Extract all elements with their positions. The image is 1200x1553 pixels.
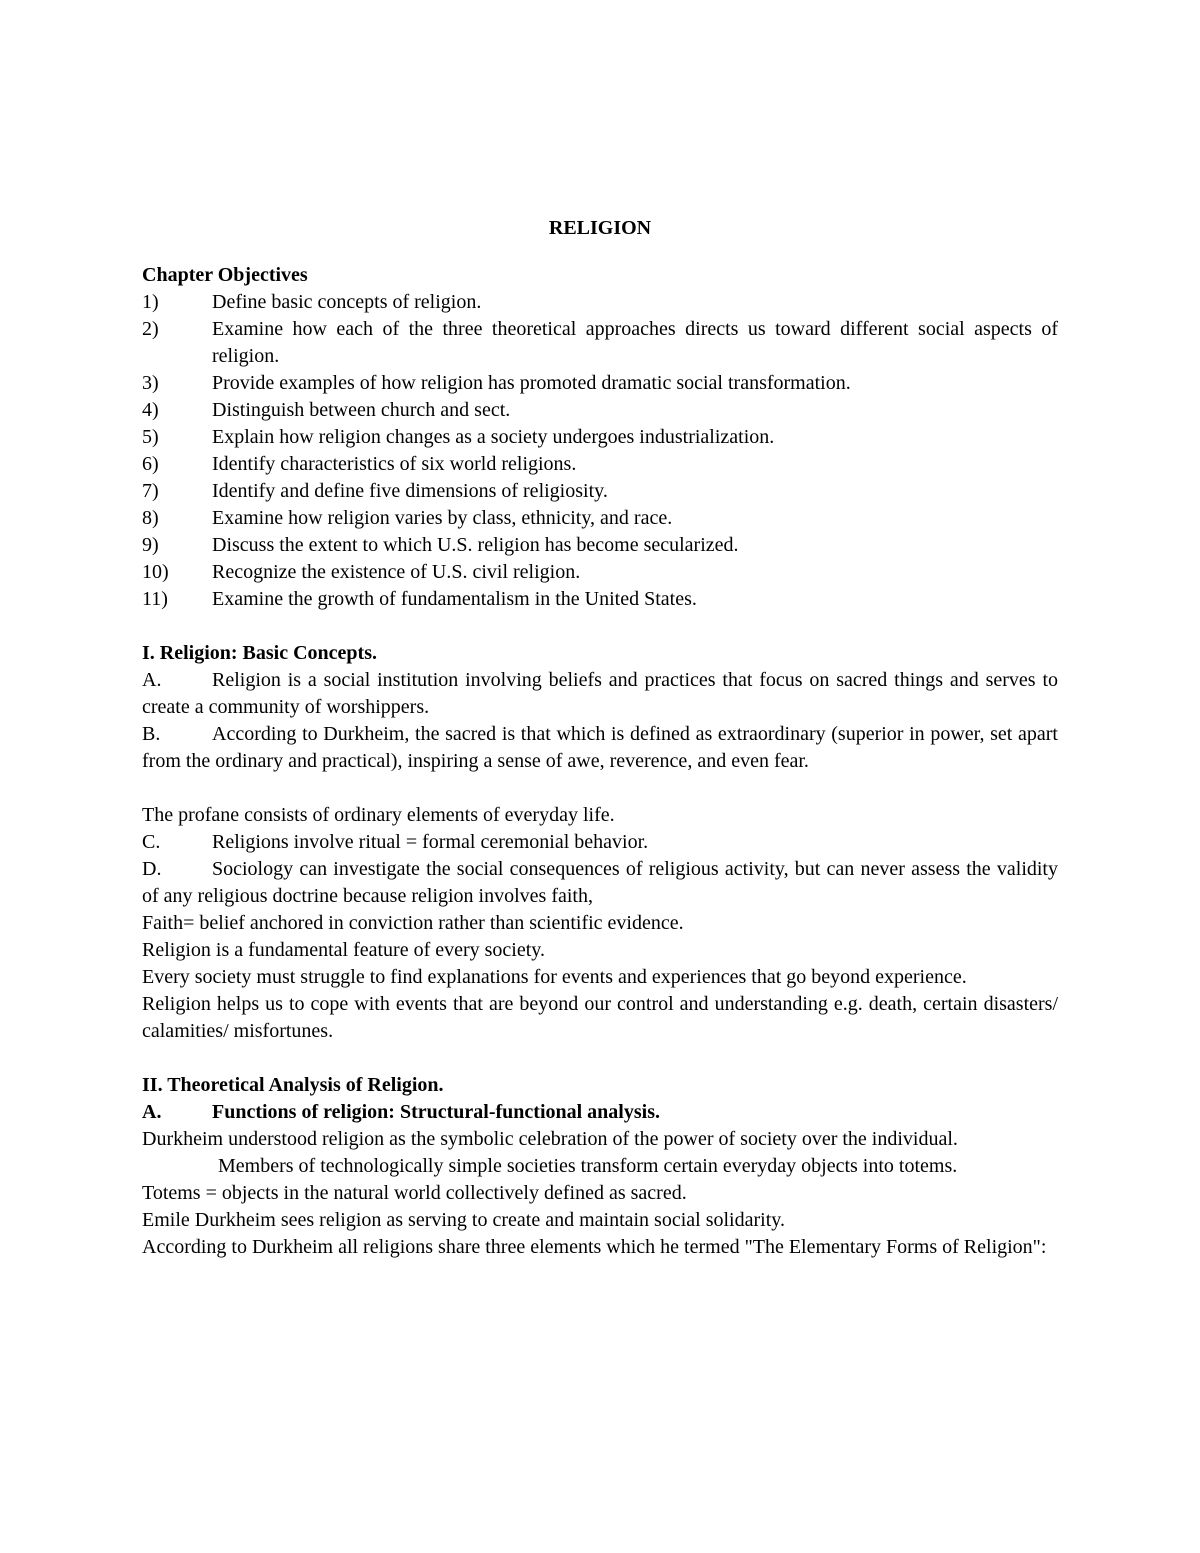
- spacer: [142, 1045, 1058, 1072]
- section-1-heading: I. Religion: Basic Concepts.: [142, 642, 377, 664]
- objective-text: Define basic concepts of religion.: [212, 291, 482, 313]
- objective-number: 11): [142, 588, 168, 610]
- item-letter: A.: [142, 669, 162, 691]
- objective-item: [142, 424, 1058, 451]
- objective-text: Examine how religion varies by class, ethnicity, and race.: [212, 507, 673, 529]
- objective-number: 7): [142, 480, 159, 502]
- objective-number: 8): [142, 507, 159, 529]
- objective-number: 10): [142, 561, 169, 583]
- objective-text: Identify and define five dimensions of religiosity.: [212, 480, 608, 502]
- objective-text: Explain how religion changes as a society undergoes industrialization.: [212, 426, 775, 448]
- objective-item: [142, 451, 1058, 478]
- faith-paragraph: Faith= belief anchored in conviction rather than scientific evidence.: [142, 912, 684, 934]
- objective-item: [142, 505, 1058, 532]
- item-text: Religions involve ritual = formal ceremonial behavior.: [212, 831, 649, 853]
- objective-number: 6): [142, 453, 159, 475]
- profane-paragraph: The profane consists of ordinary elements of everyday life.: [142, 804, 615, 826]
- objective-item: [142, 478, 1058, 505]
- item-text: Religion is a social institution involving beliefs and practices that focus on sacred things and serves to create a community of worshippers.: [142, 669, 1058, 718]
- members-paragraph: Members of technologically simple societies transform certain everyday objects into totems.: [218, 1155, 958, 1177]
- section-1-item-c: [142, 829, 1058, 856]
- objective-text: Provide examples of how religion has promoted dramatic social transformation.: [212, 372, 851, 394]
- objective-number: 4): [142, 399, 159, 421]
- objective-text: Recognize the existence of U.S. civil religion.: [212, 561, 581, 583]
- section-1-item-d: [142, 856, 1058, 910]
- objectives-heading: Chapter Objectives: [142, 264, 308, 286]
- item-letter: C.: [142, 831, 161, 853]
- item-letter: B.: [142, 723, 161, 745]
- emile-paragraph: Emile Durkheim sees religion as serving to create and maintain social solidarity.: [142, 1209, 785, 1231]
- according-paragraph: According to Durkheim all religions share three elements which he termed "The Elementary Forms of Religion":: [142, 1236, 1047, 1258]
- item-letter: D.: [142, 858, 162, 880]
- objective-text: Examine how each of the three theoretical approaches directs us toward different social aspects of religion.: [212, 318, 1058, 367]
- item-text: Sociology can investigate the social consequences of religious activity, but can never assess the validity of any religious doctrine because religion involves faith,: [142, 858, 1058, 907]
- spacer: [142, 775, 1058, 802]
- cope-paragraph: Religion helps us to cope with events that are beyond our control and understanding e.g. death, certain disasters/ calamities/ misfortunes.: [142, 993, 1058, 1042]
- objective-text: Distinguish between church and sect.: [212, 399, 511, 421]
- objective-number: 3): [142, 372, 159, 394]
- objective-item: [142, 586, 1058, 613]
- objective-item: [142, 532, 1058, 559]
- item-letter: A.: [142, 1101, 162, 1123]
- objective-item: [142, 559, 1058, 586]
- objective-item: [142, 397, 1058, 424]
- section-2-heading: II. Theoretical Analysis of Religion.: [142, 1074, 444, 1096]
- objective-number: 1): [142, 291, 159, 313]
- section-1-item-a: [142, 667, 1058, 721]
- item-text: Functions of religion: Structural-functional analysis.: [212, 1101, 660, 1123]
- objective-number: 2): [142, 318, 159, 340]
- document-page: [142, 215, 1058, 1261]
- objectives-list: [142, 289, 1058, 613]
- item-text: According to Durkheim, the sacred is that which is defined as extraordinary (superior in power, set apart from the ordinary and practical), inspiring a sense of awe, reverence, and even fear.: [142, 723, 1058, 772]
- totems-paragraph: Totems = objects in the natural world collectively defined as sacred.: [142, 1182, 687, 1204]
- document-title: RELIGION: [548, 217, 652, 239]
- objective-text: Identify characteristics of six world religions.: [212, 453, 577, 475]
- objective-item: [142, 370, 1058, 397]
- objective-text: Discuss the extent to which U.S. religion has become secularized.: [212, 534, 739, 556]
- spacer: [142, 613, 1058, 640]
- objective-item: [142, 316, 1058, 370]
- objective-number: 9): [142, 534, 159, 556]
- section-2-item-a-heading: [142, 1099, 1058, 1126]
- struggle-paragraph: Every society must struggle to find explanations for events and experiences that go beyond experience.: [142, 966, 967, 988]
- objective-number: 5): [142, 426, 159, 448]
- objective-item: [142, 289, 1058, 316]
- durkheim-paragraph: Durkheim understood religion as the symbolic celebration of the power of society over the individual.: [142, 1128, 958, 1150]
- section-1-item-b: [142, 721, 1058, 775]
- fundamental-paragraph: Religion is a fundamental feature of every society.: [142, 939, 545, 961]
- objective-text: Examine the growth of fundamentalism in the United States.: [212, 588, 697, 610]
